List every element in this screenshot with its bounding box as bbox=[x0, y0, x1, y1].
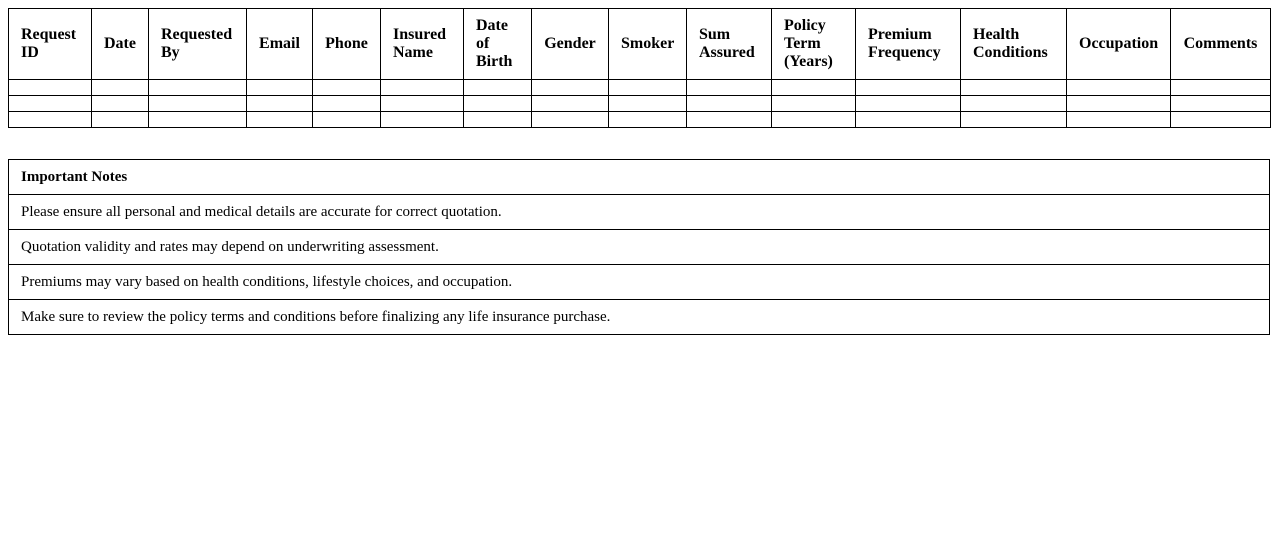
column-header-sum-assured: Sum Assured bbox=[687, 9, 772, 80]
table-cell[interactable] bbox=[9, 80, 92, 96]
table-cell[interactable] bbox=[961, 96, 1067, 112]
column-header-gender: Gender bbox=[532, 9, 609, 80]
table-cell[interactable] bbox=[464, 96, 532, 112]
table-row bbox=[9, 112, 1271, 128]
note-row bbox=[9, 300, 1270, 335]
table-cell[interactable] bbox=[247, 80, 313, 96]
table-cell[interactable] bbox=[687, 112, 772, 128]
table-cell[interactable] bbox=[313, 80, 381, 96]
column-header-date: Date bbox=[92, 9, 149, 80]
note-item: Please ensure all personal and medical details are accurate for correct quotation. bbox=[9, 195, 1270, 230]
table-cell[interactable] bbox=[464, 80, 532, 96]
table-cell[interactable] bbox=[1171, 96, 1271, 112]
table-cell[interactable] bbox=[856, 96, 961, 112]
header-row bbox=[9, 9, 1271, 80]
table-cell[interactable] bbox=[772, 80, 856, 96]
table-row bbox=[9, 80, 1271, 96]
table-cell[interactable] bbox=[1067, 96, 1171, 112]
table-cell[interactable] bbox=[1171, 112, 1271, 128]
table-cell[interactable] bbox=[381, 96, 464, 112]
table-cell[interactable] bbox=[1067, 112, 1171, 128]
table-cell[interactable] bbox=[313, 96, 381, 112]
table-cell[interactable] bbox=[961, 112, 1067, 128]
note-row bbox=[9, 230, 1270, 265]
table-cell[interactable] bbox=[149, 96, 247, 112]
column-header-health-conditions: Health Conditions bbox=[961, 9, 1067, 80]
table-cell[interactable] bbox=[92, 112, 149, 128]
table-cell[interactable] bbox=[772, 96, 856, 112]
table-cell[interactable] bbox=[9, 96, 92, 112]
column-header-occupation: Occupation bbox=[1067, 9, 1171, 80]
note-item: Premiums may vary based on health conditions, lifestyle choices, and occupation. bbox=[9, 265, 1270, 300]
table-cell[interactable] bbox=[687, 80, 772, 96]
table-cell[interactable] bbox=[381, 80, 464, 96]
important-notes-table bbox=[8, 159, 1270, 335]
table-cell[interactable] bbox=[609, 112, 687, 128]
column-header-insured-name: Insured Name bbox=[381, 9, 464, 80]
note-row bbox=[9, 195, 1270, 230]
column-header-phone: Phone bbox=[313, 9, 381, 80]
notes-heading: Important Notes bbox=[9, 160, 1270, 195]
table-cell[interactable] bbox=[609, 80, 687, 96]
table-cell[interactable] bbox=[92, 96, 149, 112]
column-header-request-id: Request ID bbox=[9, 9, 92, 80]
quotation-request-table bbox=[8, 8, 1271, 128]
column-header-comments: Comments bbox=[1171, 9, 1271, 80]
table-cell[interactable] bbox=[247, 112, 313, 128]
table-cell[interactable] bbox=[1171, 80, 1271, 96]
table-cell[interactable] bbox=[9, 112, 92, 128]
note-item: Make sure to review the policy terms and conditions before finalizing any life insurance purchase. bbox=[9, 300, 1270, 335]
table-cell[interactable] bbox=[1067, 80, 1171, 96]
table-cell[interactable] bbox=[772, 112, 856, 128]
column-header-email: Email bbox=[247, 9, 313, 80]
note-item: Quotation validity and rates may depend on underwriting assessment. bbox=[9, 230, 1270, 265]
column-header-smoker: Smoker bbox=[609, 9, 687, 80]
table-cell[interactable] bbox=[609, 96, 687, 112]
table-cell[interactable] bbox=[856, 112, 961, 128]
table-cell[interactable] bbox=[961, 80, 1067, 96]
table-cell[interactable] bbox=[856, 80, 961, 96]
column-header-requested-by: Requested By bbox=[149, 9, 247, 80]
note-row bbox=[9, 265, 1270, 300]
table-cell[interactable] bbox=[149, 80, 247, 96]
table-cell[interactable] bbox=[464, 112, 532, 128]
column-header-policy-term: Policy Term (Years) bbox=[772, 9, 856, 80]
table-cell[interactable] bbox=[687, 96, 772, 112]
table-row bbox=[9, 96, 1271, 112]
column-header-premium-frequency: Premium Frequency bbox=[856, 9, 961, 80]
column-header-date-of-birth: Date of Birth bbox=[464, 9, 532, 80]
table-cell[interactable] bbox=[532, 96, 609, 112]
table-cell[interactable] bbox=[149, 112, 247, 128]
table-cell[interactable] bbox=[532, 80, 609, 96]
table-cell[interactable] bbox=[532, 112, 609, 128]
table-cell[interactable] bbox=[247, 96, 313, 112]
page-content bbox=[8, 8, 1270, 335]
table-cell[interactable] bbox=[313, 112, 381, 128]
table-cell[interactable] bbox=[381, 112, 464, 128]
table-cell[interactable] bbox=[92, 80, 149, 96]
notes-heading-row bbox=[9, 160, 1270, 195]
